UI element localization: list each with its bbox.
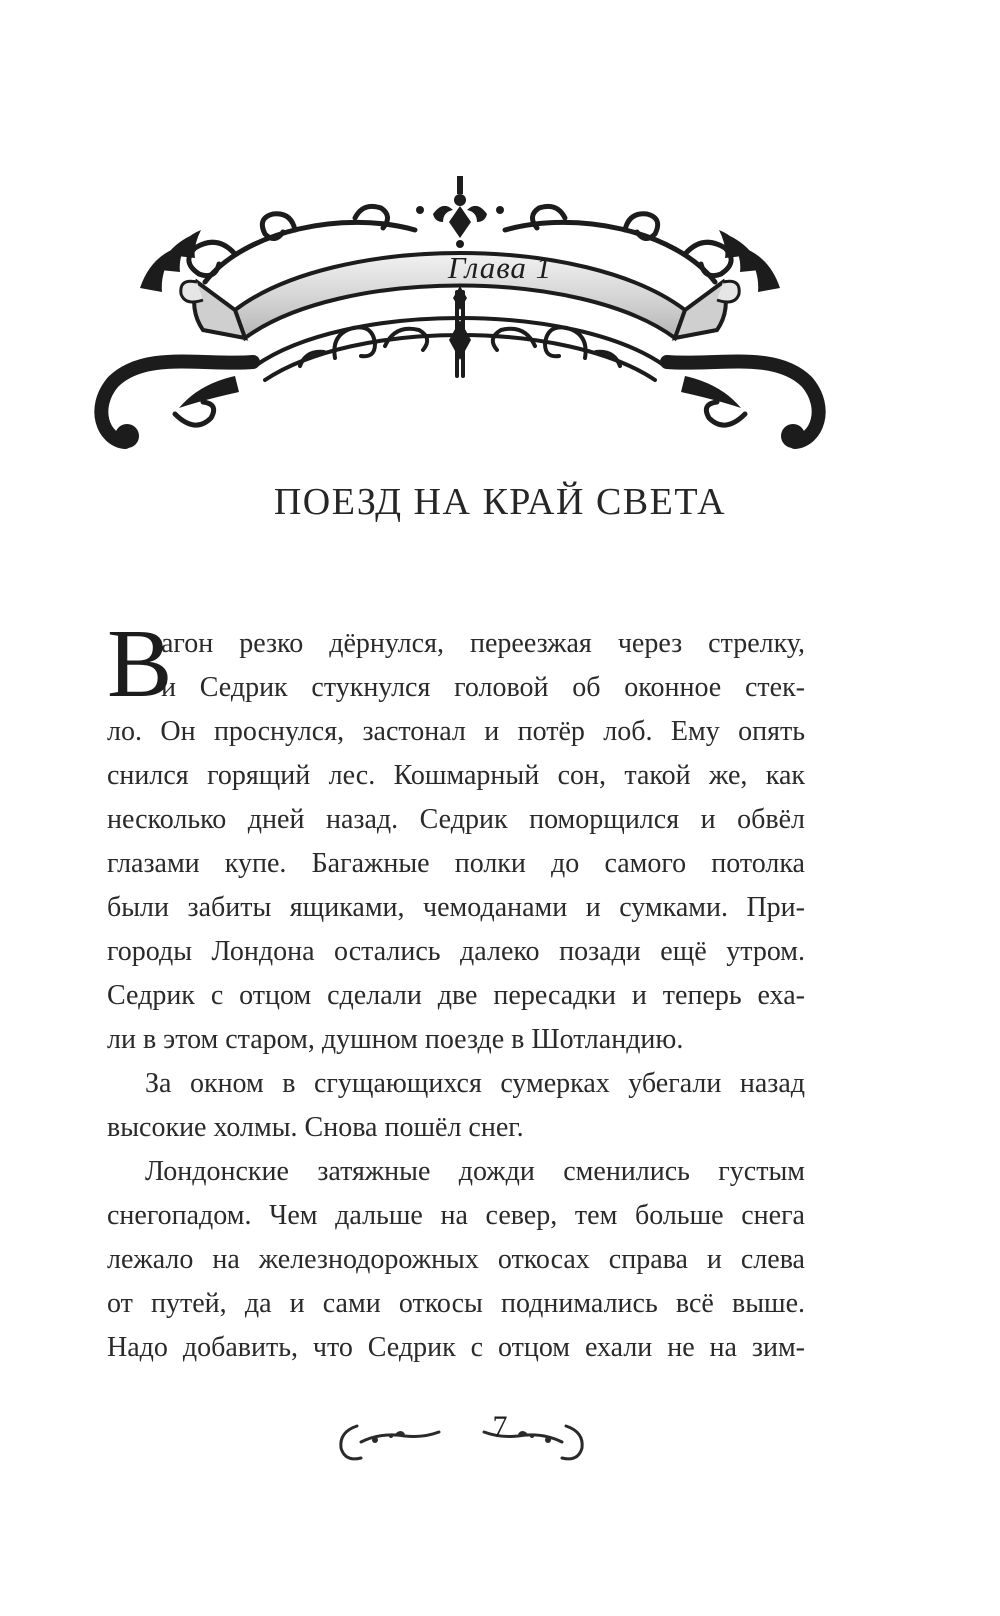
chapter-label: Глава 1 — [447, 250, 553, 285]
text-line: были забиты ящиками, чемоданами и сумками. При- — [107, 892, 805, 923]
text-line: агон резко дёрнулся, переезжая через стрелку, — [161, 628, 805, 659]
text-line: снился горящий лес. Кошмарный сон, такой же, как — [107, 760, 805, 791]
text-line: глазами купе. Багажные полки до самого потолка — [107, 848, 805, 879]
paragraph — [107, 1062, 805, 1150]
paragraph — [107, 1150, 805, 1370]
text-line: лежало на железнодорожных откосах справа и слева — [107, 1244, 805, 1275]
text-line: ло. Он проснулся, застонал и потёр лоб. Ему опять — [107, 716, 805, 747]
text-line: снегопадом. Чем дальше на север, тем больше снега — [107, 1200, 805, 1231]
text-line: За окном в сгущающихся сумерках убегали назад — [145, 1068, 805, 1099]
text-line: ли в этом старом, душном поезде в Шотландию. — [107, 1024, 684, 1055]
text-line: городы Лондона остались далеко позади ещё утром. — [107, 936, 805, 967]
text-line: и Седрик стукнулся головой об оконное стек- — [161, 672, 805, 703]
text-line: высокие холмы. Снова пошёл снег. — [107, 1112, 524, 1143]
drop-cap: В — [107, 610, 173, 718]
chapter-title: ПОЕЗД НА КРАЙ СВЕТА — [273, 481, 727, 523]
text-line: Седрик с отцом сделали две пересадки и теперь еха- — [107, 980, 805, 1011]
text-line: несколько дней назад. Седрик поморщился и обвёл — [107, 804, 805, 835]
ornamental-banner-icon — [85, 170, 835, 460]
paragraph — [107, 610, 805, 1062]
text-line: Надо добавить, что Седрик с отцом ехали не на зим- — [107, 1332, 805, 1363]
page-number: 7 — [492, 1410, 508, 1443]
text-line: от путей, да и сами откосы поднимались всё выше. — [107, 1288, 805, 1319]
body-text — [107, 610, 805, 1370]
text-line: Лондонские затяжные дожди сменились густым — [145, 1156, 805, 1187]
